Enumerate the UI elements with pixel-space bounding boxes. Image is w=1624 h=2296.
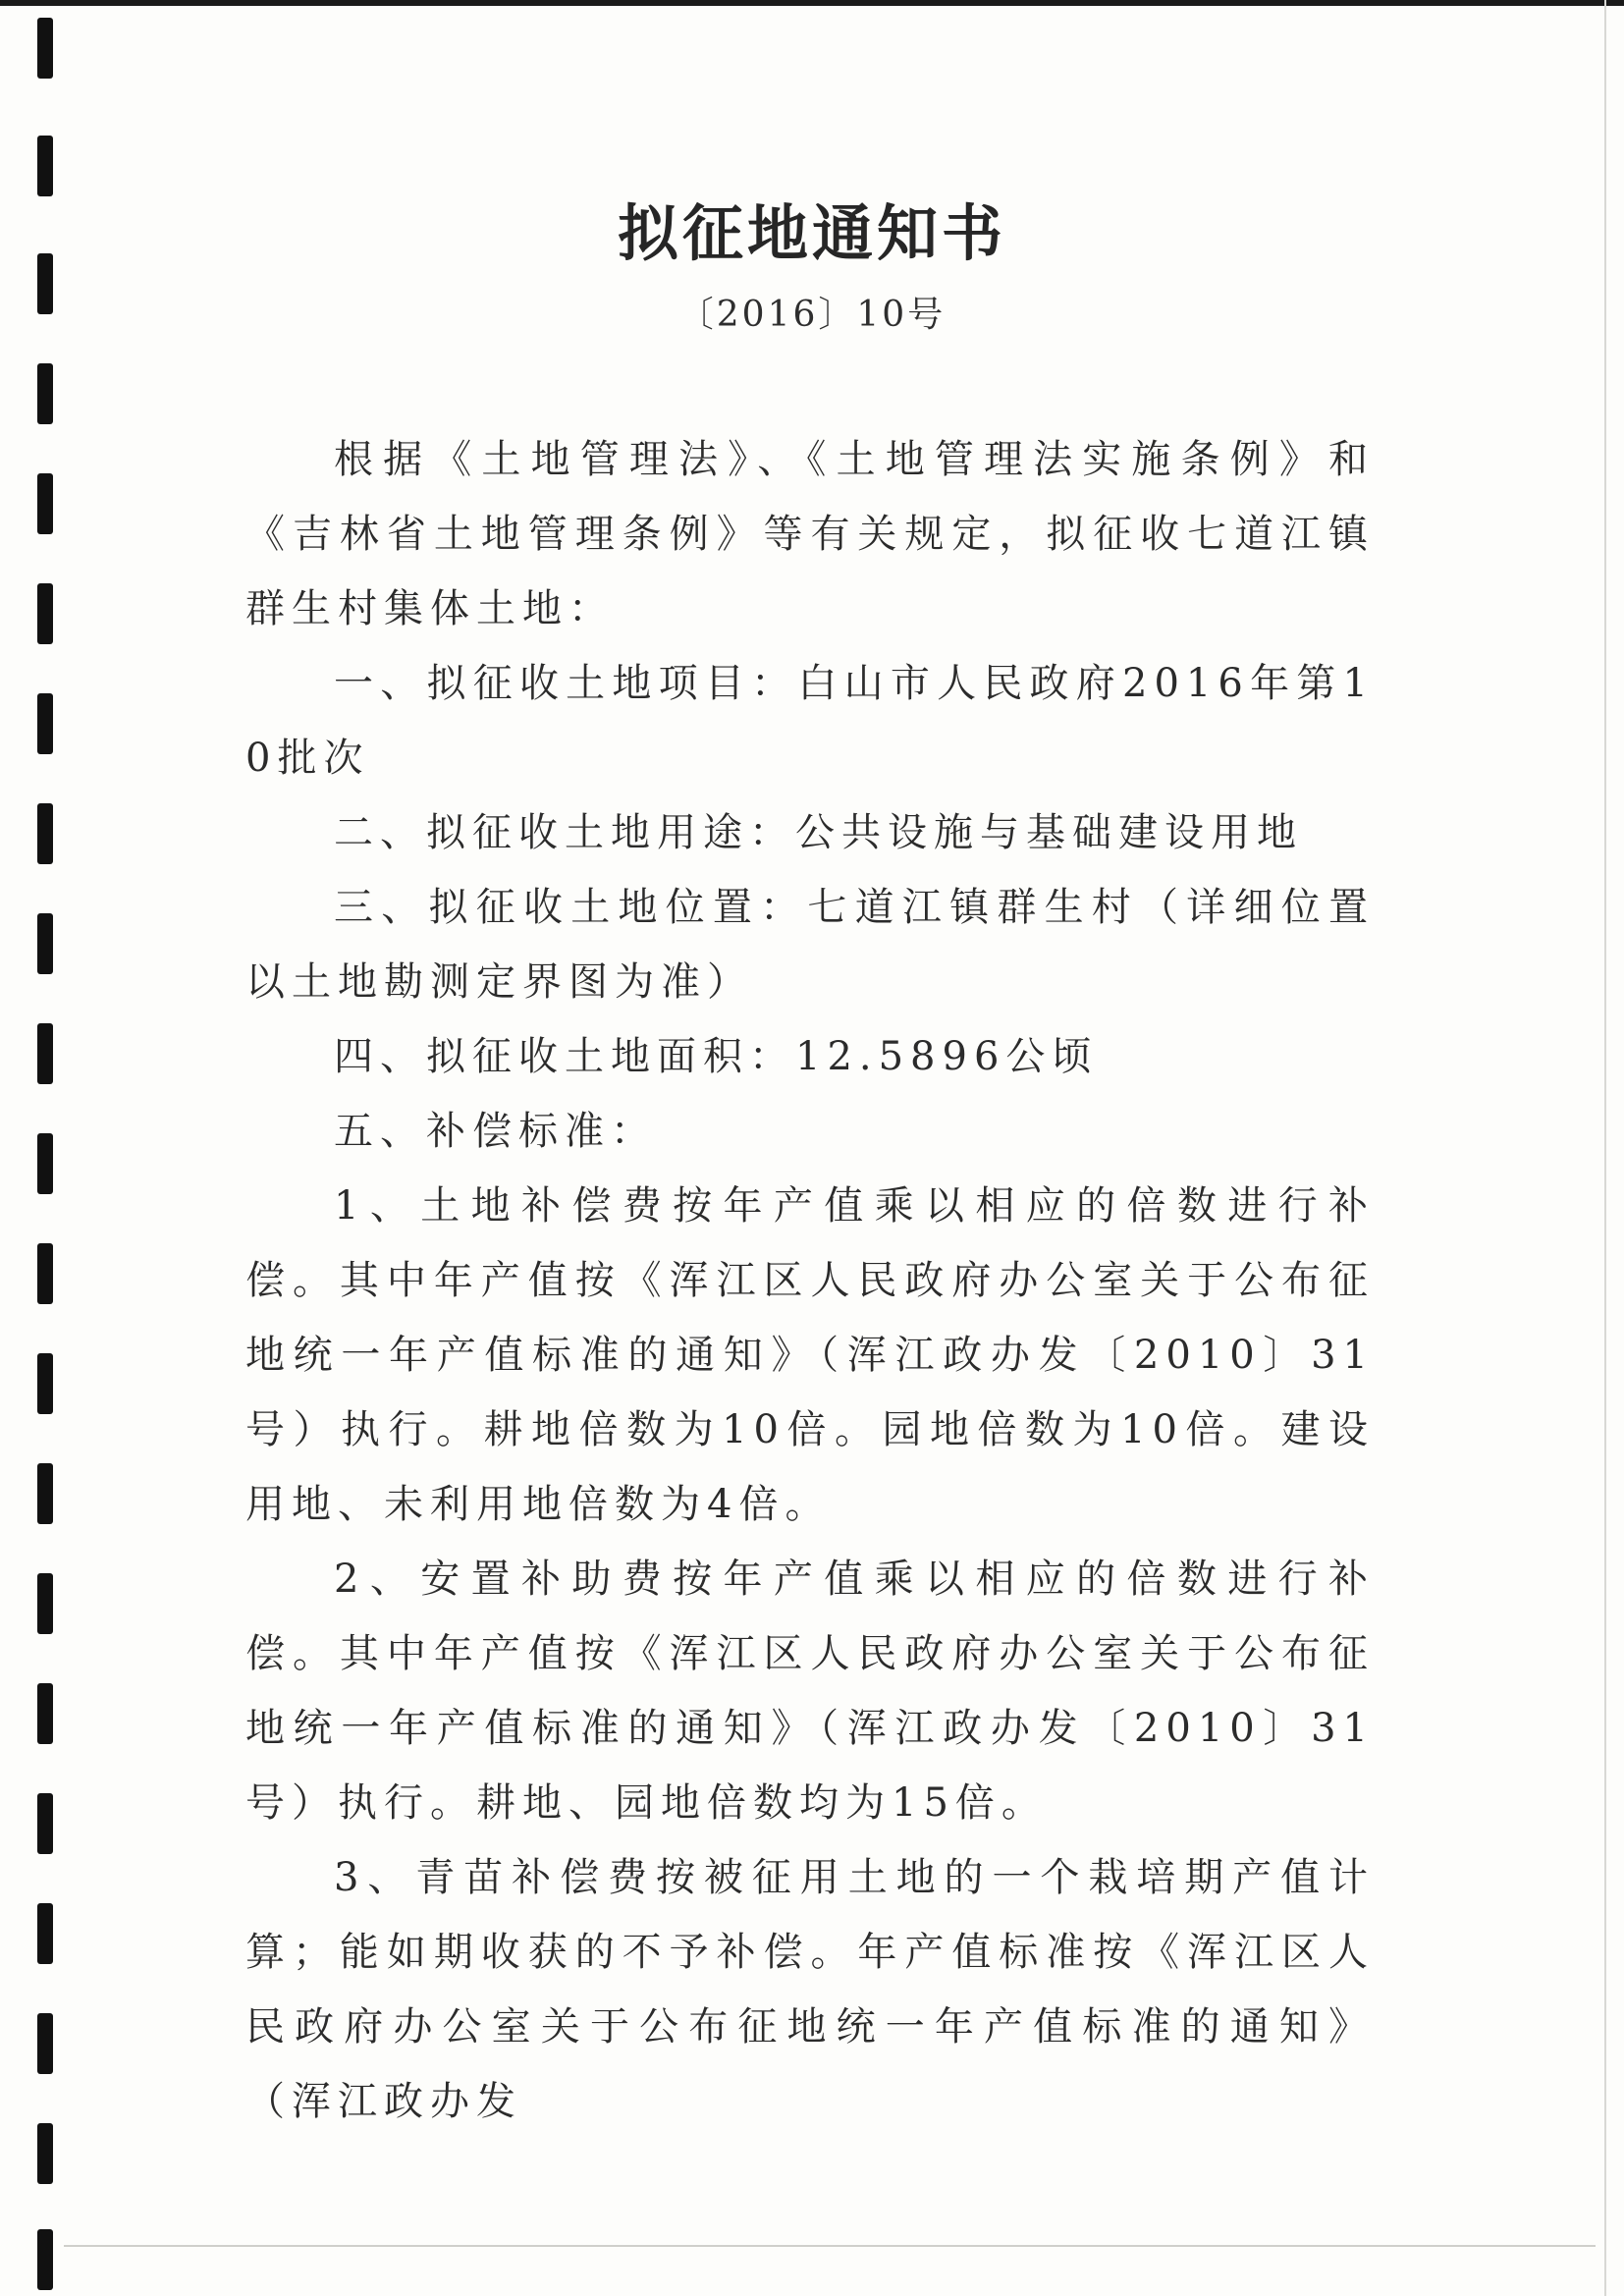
binding-mark [37, 1463, 53, 1524]
binding-mark [37, 803, 53, 864]
scan-top-edge [0, 0, 1624, 6]
paragraph-use: 二、拟征收土地用途：公共设施与基础建设用地 [334, 810, 1303, 855]
binding-mark [37, 2123, 53, 2184]
paragraph-area: 四、拟征收土地面积：12.5896公顷 [334, 1034, 1099, 1079]
document-body [245, 422, 1375, 2139]
binding-mark [37, 583, 53, 644]
paragraph-location: 三、拟征收土地位置：七道江镇群生村（详细位置以土地勘测定界图为准） [245, 885, 1375, 1005]
binding-mark [37, 693, 53, 754]
binding-mark [37, 913, 53, 974]
binding-mark [37, 363, 53, 424]
binding-mark [37, 1023, 53, 1084]
paragraph-compensation-heading: 五、补偿标准： [334, 1109, 657, 1154]
scan-bottom-rule [64, 2245, 1596, 2247]
binding-mark [37, 1243, 53, 1304]
binding-mark [37, 2013, 53, 2074]
document-number: 〔2016〕10号 [677, 295, 947, 335]
binding-mark [37, 2229, 53, 2290]
binding-mark [37, 1353, 53, 1414]
binding-mark [37, 1903, 53, 1964]
document-title: 拟征地通知书 [617, 197, 1006, 269]
paragraph-project: 一、拟征收土地项目：白山市人民政府2016年第10批次 [245, 661, 1375, 781]
scan-right-edge [1604, 0, 1606, 2296]
paragraph-land-compensation: 1、土地补偿费按年产值乘以相应的倍数进行补偿。其中年产值按《浑江区人民政府办公室关于公布征地统一年产值标准的通知》（浑江政办发〔2010〕31号）执行。耕地倍数为10倍。园地倍数为10倍。建设用地、未利用地倍数为4倍。 [245, 1183, 1375, 1527]
binding-mark [37, 473, 53, 534]
binding-mark [37, 1683, 53, 1744]
paragraph-resettlement-subsidy: 2、安置补助费按年产值乘以相应的倍数进行补偿。其中年产值按《浑江区人民政府办公室关于公布征地统一年产值标准的通知》（浑江政办发〔2010〕31号）执行。耕地、园地倍数均为15倍。 [245, 1557, 1375, 1826]
paragraph-crop-compensation: 3、青苗补偿费按被征用土地的一个栽培期产值计算；能如期收获的不予补偿。年产值标准按《浑江区人民政府办公室关于公布征地统一年产值标准的通知》（浑江政办发 [245, 1855, 1375, 2124]
binding-mark [37, 18, 53, 79]
binding-mark [37, 1793, 53, 1854]
binding-mark [37, 1133, 53, 1194]
binding-holes [0, 0, 69, 2296]
binding-mark [37, 1573, 53, 1634]
paragraph-preamble: 根据《土地管理法》、《土地管理法实施条例》和《吉林省土地管理条例》等有关规定，拟征收七道江镇群生村集体土地： [245, 437, 1375, 631]
